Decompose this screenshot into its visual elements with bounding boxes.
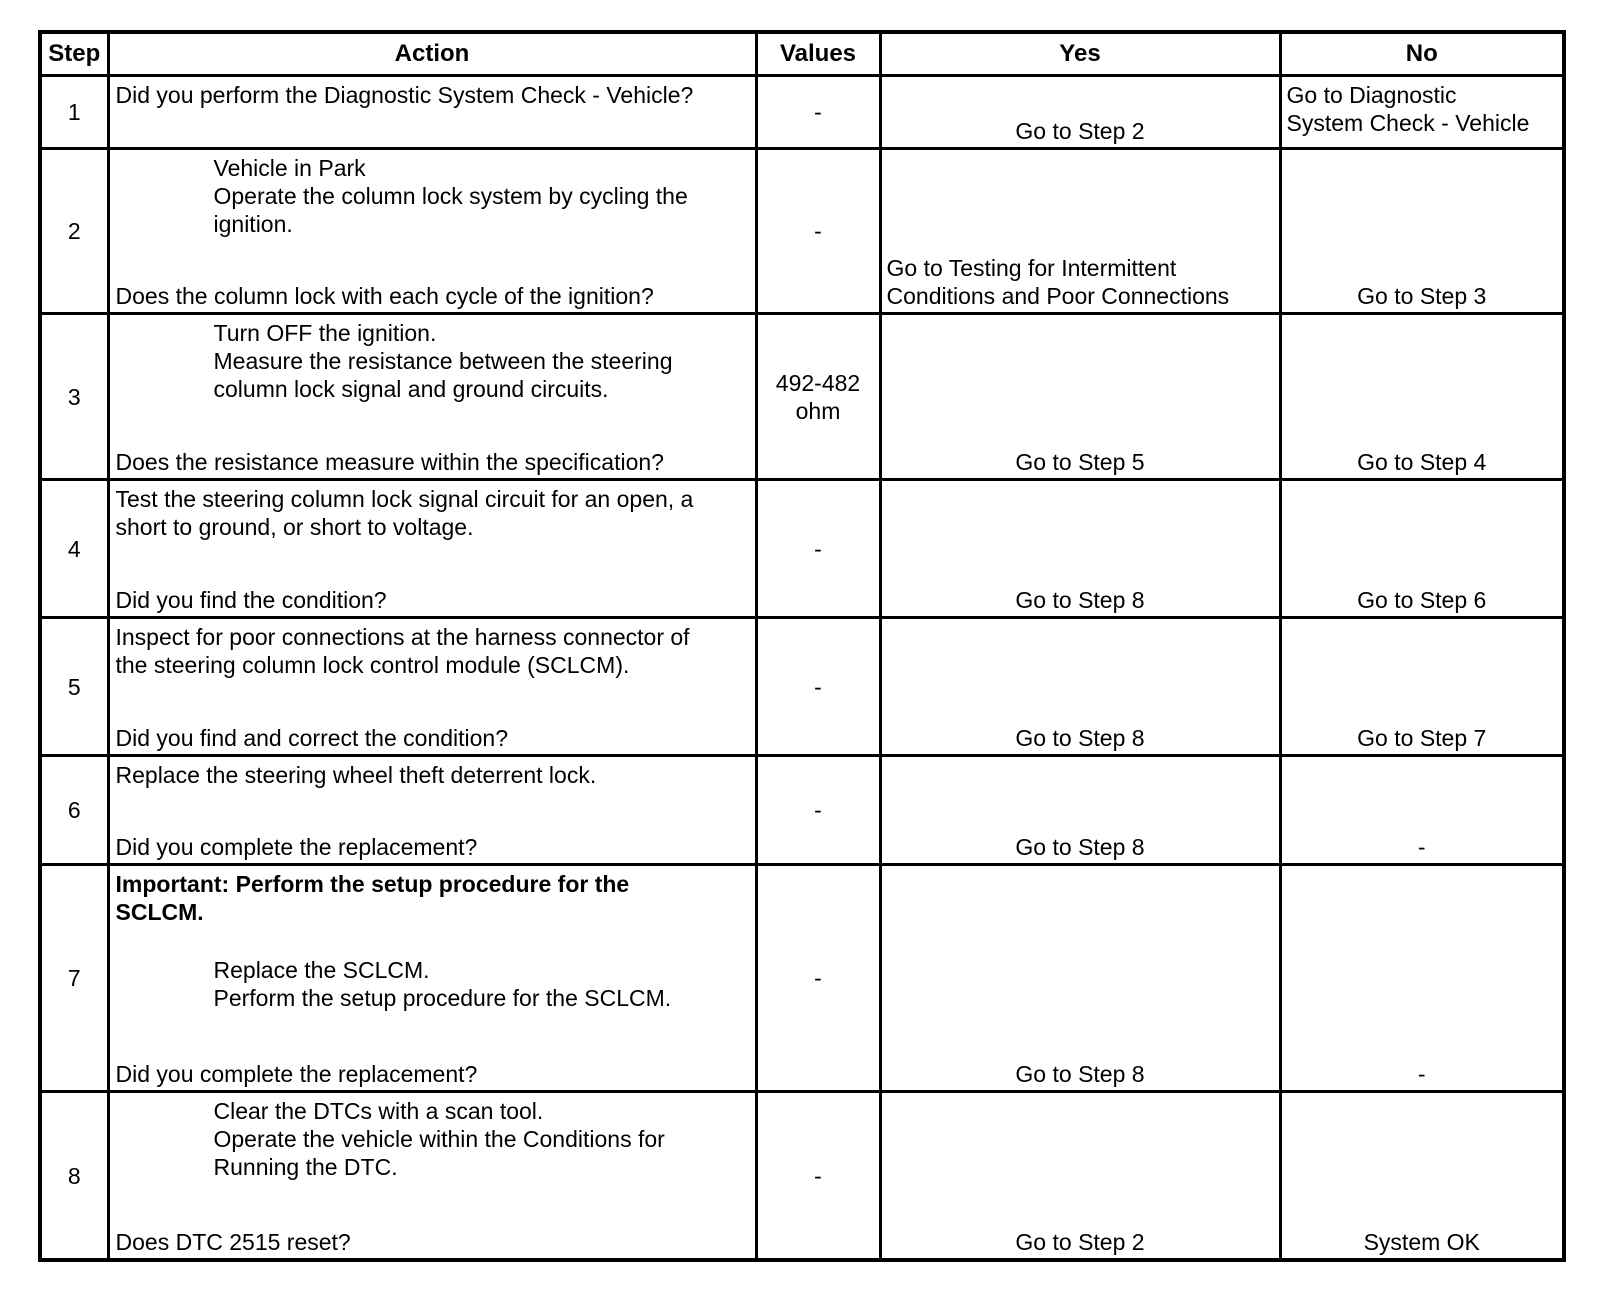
action-text: short to ground, or short to voltage. — [115, 514, 474, 540]
action-text: Replace the steering wheel theft deterrent lock. — [115, 762, 597, 788]
step-number: 6 — [40, 756, 108, 865]
no-text: System Check - Vehicle — [1286, 110, 1530, 136]
action-cell — [108, 756, 756, 865]
value-cell: - — [756, 76, 880, 149]
table-row — [40, 1092, 1564, 1261]
value-unit: ohm — [795, 397, 841, 424]
yes-text: Go to Testing for Intermittent — [886, 255, 1177, 281]
table-row — [40, 76, 1564, 149]
action-text: Test the steering column lock signal circuit for an open, a — [115, 486, 694, 512]
header-no: No — [1280, 32, 1564, 76]
header-row — [40, 32, 1564, 76]
action-step-item: Vehicle in Park — [213, 155, 366, 181]
value-cell: - — [756, 1092, 880, 1261]
action-step-item: Clear the DTCs with a scan tool. — [213, 1098, 544, 1124]
step-number: 1 — [40, 76, 108, 149]
no-text: Go to Diagnostic — [1286, 82, 1457, 108]
action-cell — [108, 149, 756, 314]
important-note: Important: Perform the setup procedure for the — [115, 871, 630, 897]
step-number: 5 — [40, 618, 108, 756]
table-row — [40, 618, 1564, 756]
yes-cell: Go to Step 8 — [880, 865, 1280, 1092]
action-step-item: Operate the column lock system by cycling the — [213, 183, 688, 209]
action-step-item: ignition. — [213, 211, 293, 237]
action-step-item: column lock signal and ground circuits. — [213, 376, 609, 402]
header-values: Values — [756, 32, 880, 76]
step-number: 2 — [40, 149, 108, 314]
action-cell — [108, 76, 756, 149]
value-cell: - — [756, 756, 880, 865]
no-cell: - — [1280, 865, 1564, 1092]
yes-cell: Go to Step 2 — [880, 1092, 1280, 1261]
value-cell: - — [756, 865, 880, 1092]
action-step-item: Measure the resistance between the steering — [213, 348, 673, 374]
action-question: Did you find and correct the condition? — [115, 725, 509, 751]
action-cell — [108, 480, 756, 618]
action-step-item: Running the DTC. — [213, 1154, 398, 1180]
step-number: 4 — [40, 480, 108, 618]
action-question: Did you complete the replacement? — [115, 834, 478, 860]
yes-text: Conditions and Poor Connections — [886, 283, 1230, 309]
yes-cell: Go to Step 8 — [880, 618, 1280, 756]
action-question: Does DTC 2515 reset? — [115, 1229, 351, 1255]
action-question: Did you find the condition? — [115, 587, 387, 613]
no-cell: Go to Step 6 — [1280, 480, 1564, 618]
header-yes: Yes — [880, 32, 1280, 76]
action-step-item: Perform the setup procedure for the SCLCM. — [213, 985, 672, 1011]
action-cell — [108, 618, 756, 756]
no-cell: Go to Step 4 — [1280, 314, 1564, 480]
value-cell: - — [756, 618, 880, 756]
action-question: Does the column lock with each cycle of the ignition? — [115, 283, 654, 309]
action-step-item: Replace the SCLCM. — [213, 957, 430, 983]
action-cell — [108, 314, 756, 480]
action-cell — [108, 865, 756, 1092]
table-row — [40, 480, 1564, 618]
table-row — [40, 756, 1564, 865]
no-cell — [1280, 76, 1564, 149]
yes-cell — [880, 149, 1280, 314]
no-cell: - — [1280, 756, 1564, 865]
header-action: Action — [108, 32, 756, 76]
no-cell: Go to Step 3 — [1280, 149, 1564, 314]
value-cell: - — [756, 480, 880, 618]
table-row — [40, 865, 1564, 1092]
table-row — [40, 149, 1564, 314]
no-cell: System OK — [1280, 1092, 1564, 1261]
action-step-item: Turn OFF the ignition. — [213, 320, 437, 346]
yes-cell: Go to Step 2 — [880, 76, 1280, 149]
important-note: SCLCM. — [115, 899, 204, 925]
action-question: Does the resistance measure within the specification? — [115, 449, 664, 475]
table-row — [40, 314, 1564, 480]
yes-cell: Go to Step 8 — [880, 756, 1280, 865]
header-step: Step — [40, 32, 108, 76]
action-text: the steering column lock control module (SCLCM). — [115, 652, 630, 678]
action-text: Did you perform the Diagnostic System Check - Vehicle? — [115, 82, 694, 108]
action-cell — [108, 1092, 756, 1261]
no-cell: Go to Step 7 — [1280, 618, 1564, 756]
yes-cell: Go to Step 5 — [880, 314, 1280, 480]
step-number: 3 — [40, 314, 108, 480]
value-cell: - — [756, 149, 880, 314]
yes-cell: Go to Step 8 — [880, 480, 1280, 618]
action-step-item: Operate the vehicle within the Conditions for — [213, 1126, 665, 1152]
diagnostic-table — [38, 30, 1566, 1262]
value-text: 492-482 — [775, 369, 861, 396]
action-text: Inspect for poor connections at the harness connector of — [115, 624, 690, 650]
action-question: Did you complete the replacement? — [115, 1061, 478, 1087]
step-number: 8 — [40, 1092, 108, 1261]
value-cell — [756, 314, 880, 480]
step-number: 7 — [40, 865, 108, 1092]
